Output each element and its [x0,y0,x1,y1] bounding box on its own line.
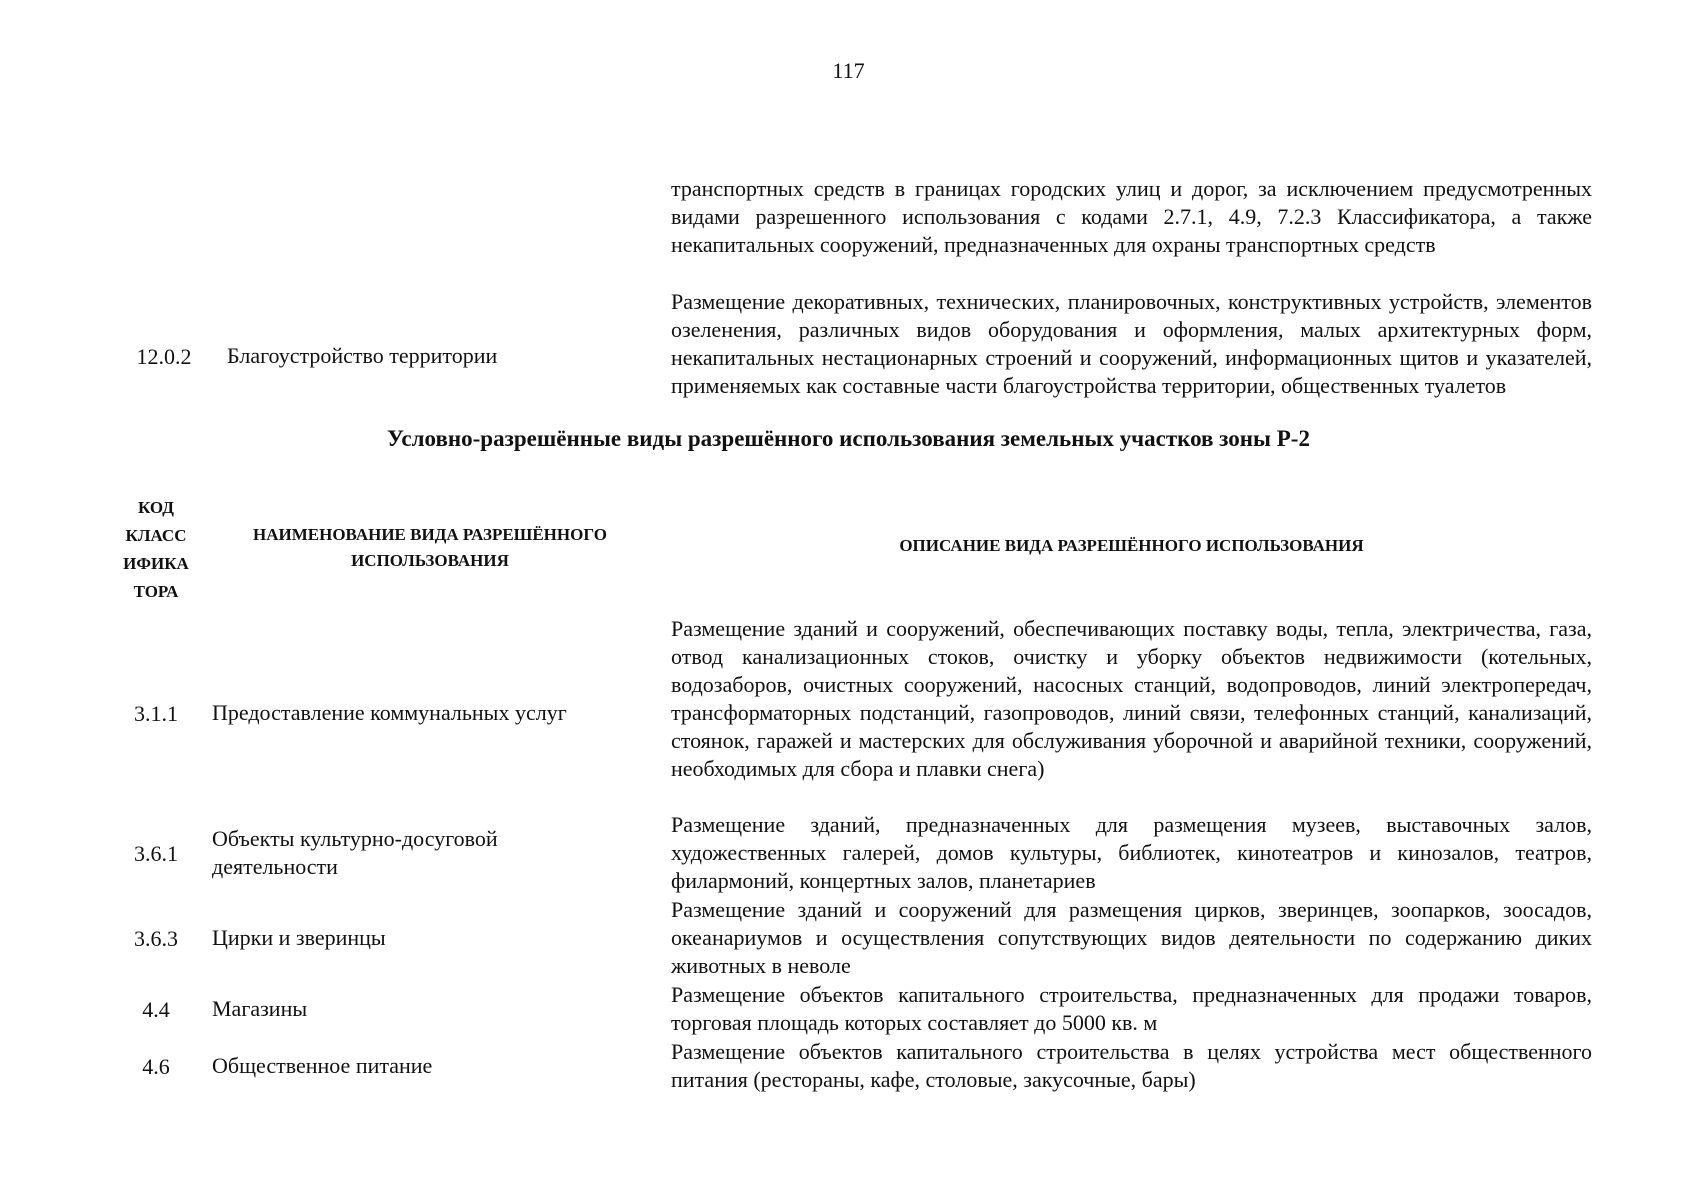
table-row-name: Общественное питание [212,1053,433,1078]
table-row-description: Размещение объектов капитального строительства в целях устройства мест общественного питания (рестораны, кафе, столовые, закусочные, бары) [671,1039,1592,1092]
table-row-code: 3.1.1 [134,701,178,726]
row-code: 12.0.2 [136,344,192,369]
table-row-description: Размещение зданий и сооружений, обеспечивающих поставку воды, тепла, электричества, газа, отвод канализационных стоков, очистку и уборку объектов недвижимости (котельных, водозаборов, очистных сооружений, насосных станций, водопроводов, линий электропередач, трансформаторных подстанций, газопроводов, линий связи, телефонных станций, канализаций, стоянок, гаражей и мастерских для обслуживания уборочной и аварийной техники, сооружений, необходимых для сбора и плавки снега) [671,616,1592,781]
table-row-description: Размещение объектов капитального строительства, предназначенных для продажи товаров, торговая площадь которых составляет до 5000 кв. м [671,982,1592,1035]
table-row-description: Размещение зданий, предназначенных для размещения музеев, выставочных залов, художественных галерей, домов культуры, библиотек, кинотеатров и кинозалов, театров, филармоний, концертных залов, планетариев [671,812,1592,893]
table-row-name: Объекты культурно-досуговой деятельности [212,826,498,879]
table-row-code: 4.6 [142,1054,170,1079]
table-header-description-label: ОПИСАНИЕ ВИДА РАЗРЕШЁННОГО ИСПОЛЬЗОВАНИЯ [899,536,1364,555]
table-row-name: Магазины [212,996,308,1021]
section-heading: Условно-разрешённые виды разрешённого использования земельных участков зоны Р-2 [387,426,1310,451]
continued-row-description: транспортных средств в границах городских улиц и дорог, за исключением предусмотренных видами разрешенного использования с кодами 2.7.1, 4.9, 7.2.3 Классификатора, а также некапитальных сооружений, предназначенных для охраны транспортных средств [671,176,1592,257]
table-row-code: 4.4 [142,997,170,1022]
table-header-name [215,522,645,574]
table-row-code: 3.6.3 [134,926,178,951]
table-header-name-label: НАИМЕНОВАНИЕ ВИДА РАЗРЕШЁННОГО ИСПОЛЬЗОВАНИЯ [253,525,607,570]
table-header-description [671,536,1592,556]
table-row-name: Цирки и зверинцы [212,925,386,950]
row-name: Благоустройство территории [227,343,498,368]
page-number: 117 [832,58,865,83]
table-row-description: Размещение зданий и сооружений для размещения цирков, зверинцев, зоопарков, зоосадов, океанариумов и осуществления сопутствующих видов деятельности по содержанию диких животных в неволе [671,897,1592,978]
table-header-code [108,494,204,606]
row-description: Размещение декоративных, технических, планировочных, конструктивных устройств, элементов озеленения, различных видов оборудования и оформления, малых архитектурных форм, некапитальных нестационарных строений и сооружений, информационных щитов и указателей, применяемых как составные части благоустройства территории, общественных туалетов [671,289,1592,398]
table-header-code-label: КОД КЛАСС ИФИКА ТОРА [123,498,189,601]
table-row-code: 3.6.1 [134,841,178,866]
table-row-name: Предоставление коммунальных услуг [212,700,567,725]
